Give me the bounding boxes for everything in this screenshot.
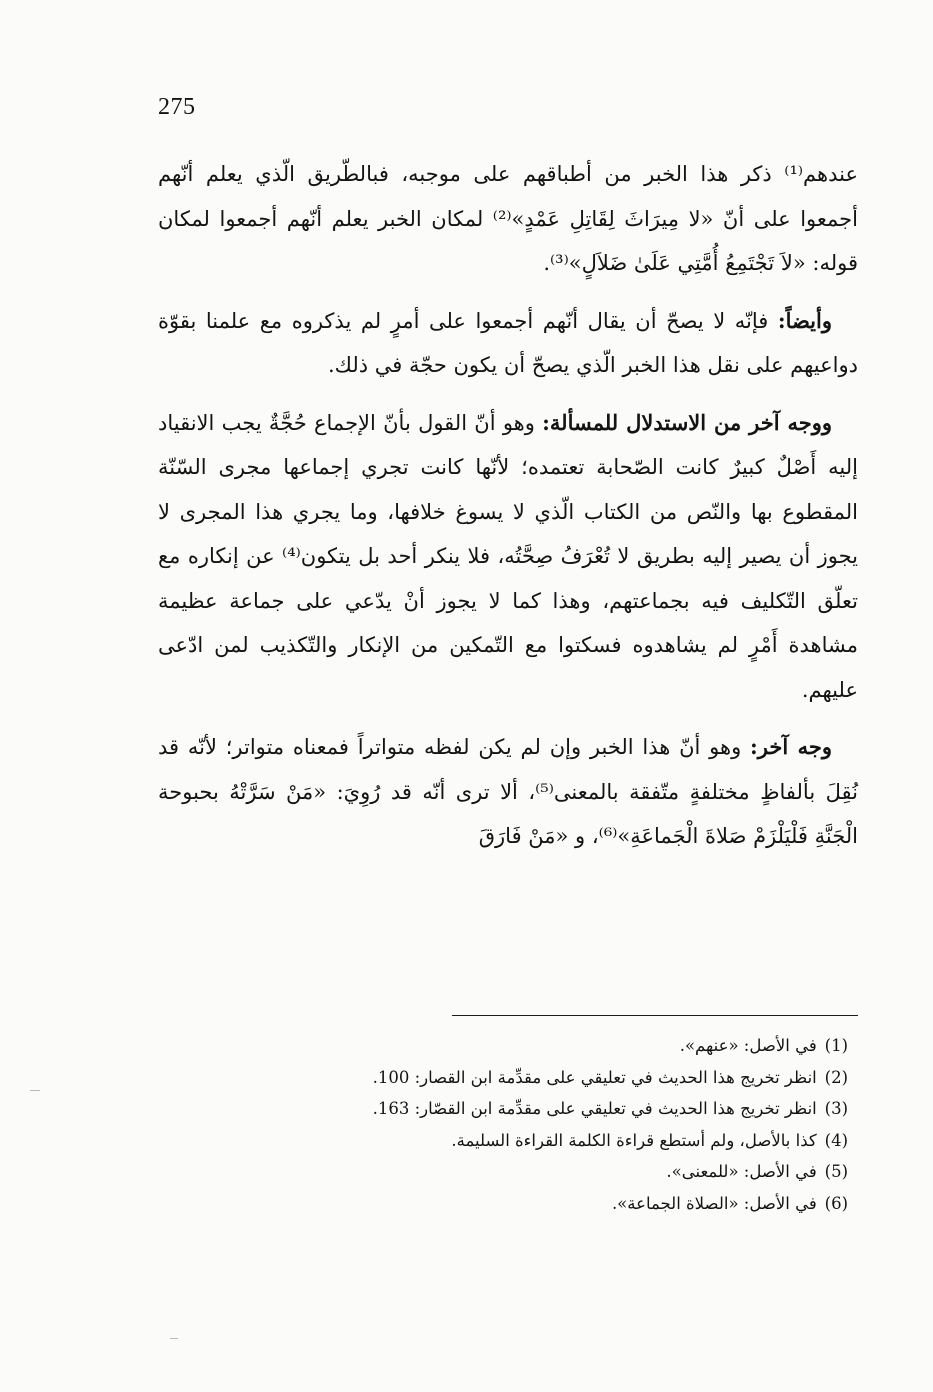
footnote-text: انظر تخريج هذا الحديث في تعليقي على مقدِّمة ابن القصّار: 163. <box>372 1099 817 1118</box>
paragraph-lead: وأيضاً: <box>777 307 832 333</box>
paragraph <box>158 299 858 388</box>
footnote-text: انظر تخريج هذا الحديث في تعليقي على مقدِّمة ابن القصار: 100. <box>372 1067 817 1087</box>
footnote <box>158 1125 848 1157</box>
footnote <box>158 1156 848 1188</box>
footnote <box>158 1188 848 1220</box>
footnote-text: كذا بالأصل، ولم أستطع قراءة الكلمة القراءة السليمة. <box>451 1130 817 1150</box>
footnote-text: في الأصل: «للمعنى». <box>666 1162 817 1181</box>
footnote-number: (5) <box>824 1162 848 1181</box>
footnote <box>158 1093 848 1125</box>
paragraph-lead: ووجه آخر من الاستدلال للمسألة: <box>542 409 832 435</box>
paragraph <box>158 401 858 713</box>
paragraph-text: وهو أنّ القول بأنّ الإجماع حُجَّةٌ يجب الانقياد إليه أَصْلٌ كبيرٌ كانت الصّحابة تعتمده؛ لأنّها كانت تجري إجماعها مجرى السّنّة المقطوع بها والنّص من الكتاب الّذي لا يسوغ خلافها، وما يجري هذا المجرى لا يجوز أن يصير إليه بطريق لا تُعْرَفُ صِحَّتُه، فلا ينكر أحد بل يتكون⁽⁴⁾ عن إنكاره مع تعلّق التّكليف فيه بجماعتهم، وهذا كما لا يجوز أنْ يدّعي على جماعة عظيمة مشاهدة أَمْرٍ لم يشاهدوه فسكتوا مع التّمكين من الإنكار والتّكذيب لمن ادّعى عليهم. <box>158 410 859 702</box>
page-number: 275 <box>158 94 196 120</box>
footnote <box>158 1030 848 1062</box>
scan-artifact <box>30 1090 40 1091</box>
footnote-number: (1) <box>824 1036 848 1055</box>
footnote-number: (6) <box>824 1193 848 1213</box>
paragraph-text: عندهم⁽¹⁾ ذكر هذا الخبر من أطباقهم على موجبه، فبالطّريق الّذي يعلم أنّهم أجمعوا على أنّ «لا مِيرَاثَ لِقَاتِلِ عَمْدٍ»⁽²⁾ لمكان الخبر يعلم أنّهم أجمعوا لمكان قوله: «لاَ تَجْتَمِعُ أُمَّتِي عَلَىٰ ضَلاَلٍ»⁽³⁾. <box>158 162 858 275</box>
footnote-number: (4) <box>824 1130 848 1150</box>
paragraph-text: وهو أنّ هذا الخبر وإن لم يكن لفظه متواتراً فمعناه متواتر؛ لأنّه قد نُقِلَ بألفاظٍ مختلفةٍ متّفقة بالمعنى⁽⁵⁾، ألا ترى أنّه قد رُوِيَ: «مَنْ سَرَّتْهُ بحبوحة الْجَنَّةِ فَلْيَلْزَمْ صَلاةَ الْجَماعَةِ»⁽⁶⁾، و «مَنْ فَارَقَ <box>158 735 858 848</box>
footnote <box>158 1062 848 1094</box>
footnote-text: في الأصل: «الصلاة الجماعة». <box>611 1193 817 1213</box>
paragraph-text: فإنّه لا يصحّ أن يقال أنّهم أجمعوا على أمرٍ لم يذكروه مع علمنا بقوّة دواعيهم على نقل هذا الخبر الّذي يصحّ أن يكون حجّة في ذلك. <box>158 308 858 377</box>
footnote-number: (2) <box>824 1067 848 1087</box>
main-text <box>158 152 858 872</box>
paragraph-lead: وجه آخر: <box>750 734 832 759</box>
paragraph <box>158 725 858 859</box>
scan-artifact <box>170 1338 178 1339</box>
footnote-divider <box>452 1015 858 1016</box>
footnote-text: في الأصل: «عنهم». <box>679 1036 817 1055</box>
paragraph <box>158 152 858 286</box>
footnote-number: (3) <box>824 1099 848 1118</box>
footnotes <box>158 1030 848 1219</box>
